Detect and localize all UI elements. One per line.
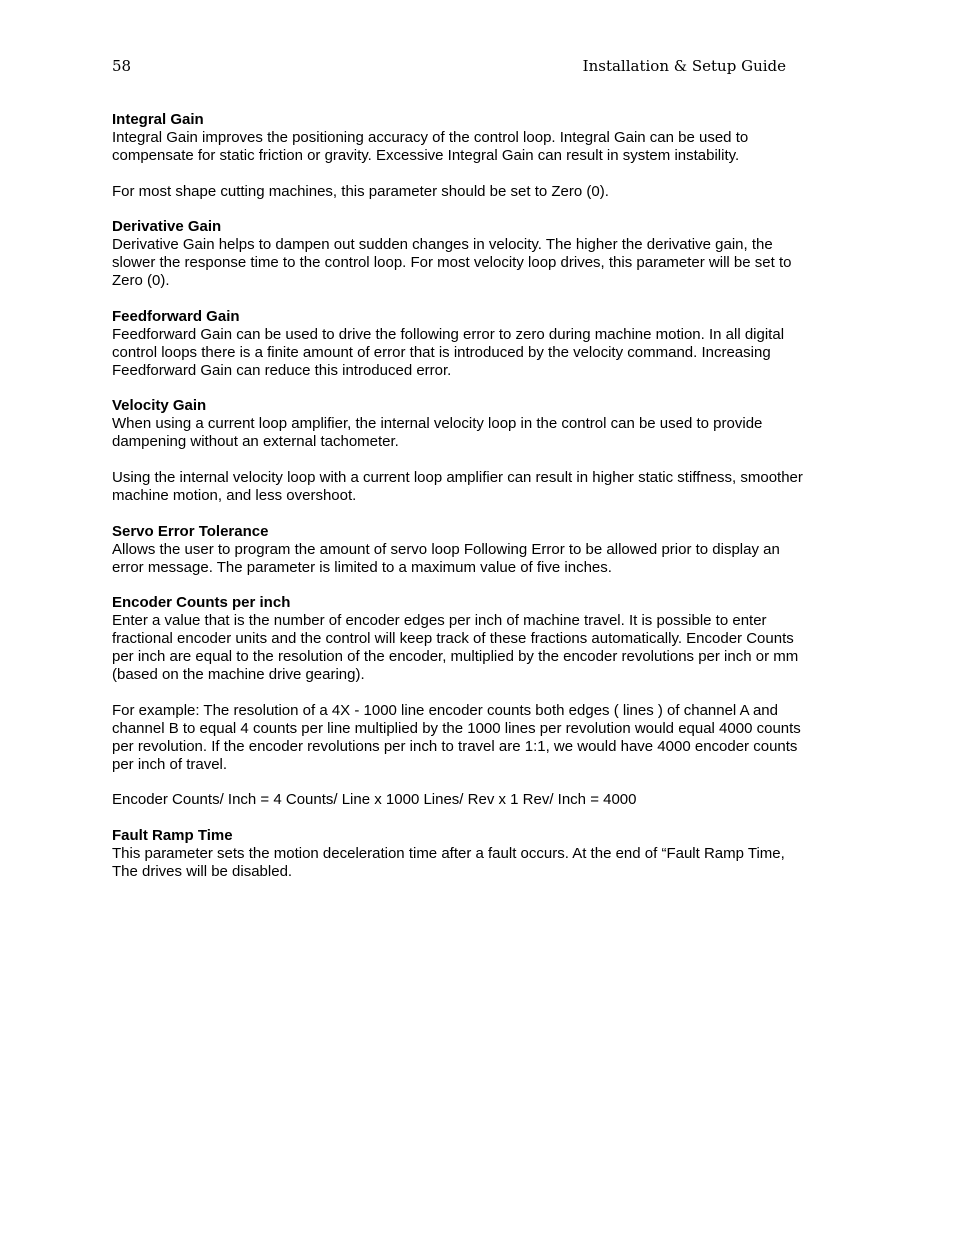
section-heading: Servo Error Tolerance (112, 522, 269, 540)
paragraph: Allows the user to program the amount of servo loop Following Error to be allowed prior to display an error message. The parameter is limited to a maximum value of five inches. (112, 540, 780, 576)
section-heading: Integral Gain (112, 111, 204, 128)
formula-paragraph: Encoder Counts/ Inch = 4 Counts/ Line x 1000 Lines/ Rev x 1 Rev/ Inch = 4000 (112, 791, 637, 809)
section-fault-ramp-time (112, 827, 812, 881)
paragraph: Feedforward Gain can be used to drive the following error to zero during machine motion. In all digital control loops there is a finite amount of error that is introduced by the velocity command. Increasing Feedforward Gain can reduce this introduced error. (112, 325, 785, 379)
paragraph: Enter a value that is the number of encoder edges per inch of machine travel. It is possible to enter fractional encoder units and the control will keep track of these fractions automatically. Encoder Counts per inch are equal to the resolution of the encoder, multiplied by the encoder revolutions per inch or mm (based on the machine drive gearing). (112, 612, 799, 683)
section-velocity-gain (112, 397, 812, 504)
paragraph: Integral Gain improves the positioning accuracy of the control loop. Integral Gain can be used to compensate for static friction or gravity. Excessive Integral Gain can result in system instability. (112, 128, 749, 164)
section-heading: Fault Ramp Time (112, 827, 233, 845)
paragraph: Using the internal velocity loop with a current loop amplifier can result in higher static stiffness, smoother machine motion, and less overshoot. (112, 469, 803, 504)
section-integral-gain (112, 111, 812, 201)
paragraph: Derivative Gain helps to dampen out sudden changes in velocity. The higher the derivative gain, the slower the response time to the control loop. For most velocity loop drives, this parameter will be set to Zero (0). (112, 236, 792, 290)
section-feedforward-gain (112, 308, 812, 380)
paragraph: This parameter sets the motion deceleration time after a fault occurs. At the end of “Fault Ramp Time, The drives will be disabled. (112, 845, 785, 880)
section-heading: Derivative Gain (112, 218, 222, 236)
section-heading: Feedforward Gain (112, 307, 240, 325)
section-derivative-gain (112, 218, 812, 290)
paragraph: For most shape cutting machines, this parameter should be set to Zero (0). (112, 182, 609, 200)
document-body (112, 111, 812, 881)
section-heading: Velocity Gain (112, 397, 207, 415)
section-heading: Encoder Counts per inch (112, 594, 291, 612)
section-servo-error-tolerance (112, 523, 812, 577)
paragraph: For example: The resolution of a 4X - 1000 line encoder counts both edges ( lines ) of channel A and channel B to equal 4 counts per line multiplied by the 1000 lines per revolution would equal 4000 counts per revolution. If the encoder revolutions per inch to travel are 1:1, we would have 4000 encoder counts per inch of travel. (112, 701, 801, 773)
page-number: 58 (112, 57, 132, 75)
running-header (112, 56, 786, 76)
section-encoder-counts-per-inch (112, 594, 812, 809)
header-title: Installation & Setup Guide (582, 57, 786, 75)
paragraph: When using a current loop amplifier, the internal velocity loop in the control can be used to provide dampening without an external tachometer. (112, 415, 763, 451)
